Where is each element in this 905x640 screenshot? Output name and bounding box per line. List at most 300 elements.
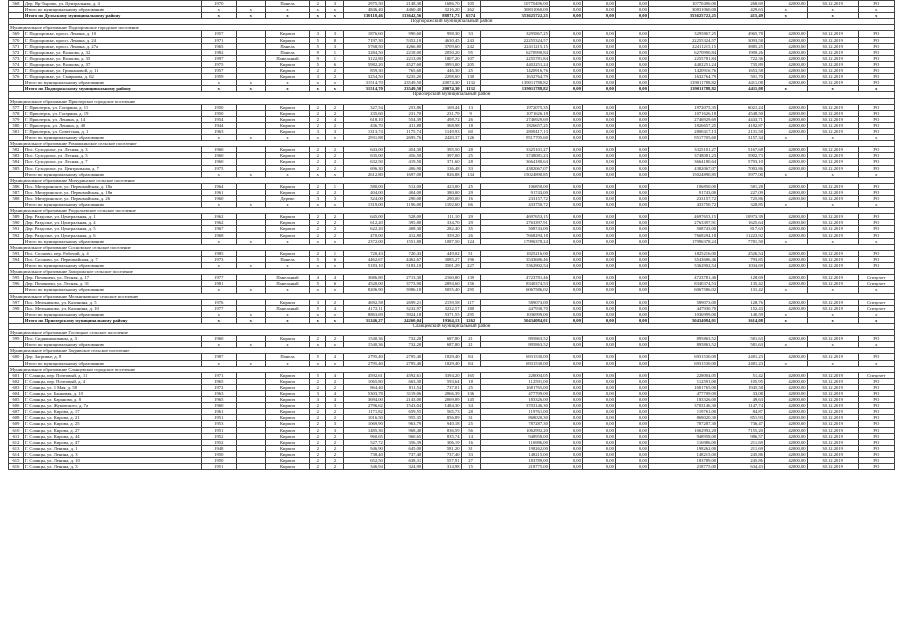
table-cell: 3501,29 — [423, 263, 461, 269]
table-cell: 84 — [461, 354, 480, 360]
table-cell: РО — [858, 439, 894, 445]
table-cell: 722,36 — [718, 55, 765, 61]
table-cell: 856,89 — [423, 415, 461, 421]
address-cell: Г. Сланцы, пер. Почтовый, д. 4 — [23, 378, 201, 384]
table-cell: Кирпич — [265, 458, 310, 464]
address-cell: Пос. Мичуринское, ул. Первомайская, д. 18в — [23, 189, 201, 195]
table-cell: Кирпич — [265, 183, 310, 189]
address-cell: Г. Приозерск, ул. Гагарина, д. 11 — [23, 104, 201, 110]
table-cell: 29 — [461, 214, 480, 220]
table-cell: 33 — [461, 165, 480, 171]
table-cell: x — [807, 360, 858, 366]
table-cell: 2746929,69 — [648, 116, 717, 122]
table-cell: 611 — [9, 433, 24, 439]
table-cell: 940,18 — [423, 421, 461, 427]
table-cell: x — [858, 135, 894, 141]
table-cell: 2 — [326, 384, 344, 390]
table-cell: 91743,00 — [648, 189, 717, 195]
table-cell: x — [764, 135, 807, 141]
table-cell: 1147,74 — [718, 403, 765, 409]
table-cell: 33 — [461, 31, 480, 37]
address-cell: Итого по муниципальному образованию — [23, 263, 201, 269]
table-cell: 508743,00 — [480, 226, 549, 232]
table-cell: 116986,00 — [480, 439, 549, 445]
table-cell: 4382067,07 — [480, 165, 549, 171]
table-cell: 1826657,25 — [480, 122, 549, 128]
table-cell: 1697,00 — [384, 171, 422, 177]
table-cell: 735,89 — [718, 61, 765, 67]
address-cell: Итого по муниципальному образованию — [23, 342, 201, 348]
table-cell: x — [764, 287, 807, 293]
table-cell: 1069,90 — [344, 421, 384, 427]
table-cell: 56 — [461, 427, 480, 433]
table-cell: 986,57 — [718, 433, 765, 439]
table-cell: x — [764, 342, 807, 348]
table-cell: 1972075,35 — [648, 104, 717, 110]
table-cell: 11223,92 — [718, 232, 765, 238]
table-cell: 732,20 — [384, 336, 422, 342]
table-cell: 1826657,25 — [648, 122, 717, 128]
table-cell: 2 — [310, 433, 326, 439]
table-cell: 4 — [326, 354, 344, 360]
address-cell: Пос. Суходолье, ул. Лесная, д. 7 — [23, 159, 201, 165]
table-cell: 1960 — [201, 403, 236, 409]
table-cell: 406,90 — [384, 165, 422, 171]
table-cell: 235,60 — [344, 110, 384, 116]
table-cell: 1319,00 — [344, 202, 384, 208]
table-cell: 0,00 — [549, 372, 582, 378]
table-cell: 614 — [9, 451, 24, 457]
table-cell: 2 — [326, 74, 344, 80]
table-cell: 0,00 — [615, 342, 648, 348]
table-cell: 148215,00 — [480, 451, 549, 457]
table-cell: 580,00 — [344, 183, 384, 189]
table-cell: 0,00 — [615, 153, 648, 159]
address-cell: Г. Подпорожье, просп. Ленина, д. 24 — [23, 37, 201, 43]
table-cell: 356,39 — [384, 439, 422, 445]
table-cell: 50434084,01 — [648, 317, 717, 323]
table-cell: 3232,97 — [384, 305, 422, 311]
table-cell: 5924,18 — [384, 311, 422, 317]
table-cell: 4402251,24 — [648, 61, 717, 67]
table-cell: 4548,50 — [718, 110, 765, 116]
table-cell: 50434084,01 — [480, 317, 549, 323]
table-cell: 26 — [461, 116, 480, 122]
table-cell: x — [764, 7, 807, 13]
table-cell: РО — [858, 122, 894, 128]
table-cell: 1963 — [201, 128, 236, 134]
table-cell: 419,50 — [384, 159, 422, 165]
table-cell: 415,49 — [718, 13, 765, 19]
table-cell: 22255324,57 — [480, 37, 549, 43]
municipality-name: Муниципальное образование Сланцевское городское поселение — [9, 366, 895, 372]
table-cell: 0,00 — [582, 171, 615, 177]
table-cell: 228004,05 — [480, 372, 549, 378]
table-cell: 30.12.2019 — [807, 220, 858, 226]
table-cell: РО — [858, 74, 894, 80]
housing-register-table — [8, 0, 895, 470]
table-cell: Кирпич — [265, 226, 310, 232]
table-cell: 615 — [9, 458, 24, 464]
table-cell: 0,00 — [615, 122, 648, 128]
table-cell: 334,70 — [423, 220, 461, 226]
table-cell: РО — [858, 116, 894, 122]
table-cell: 4723781,46 — [480, 275, 549, 281]
table-cell: 0,00 — [582, 299, 615, 305]
table-cell: 5 — [310, 281, 326, 287]
table-cell: 0,00 — [615, 311, 648, 317]
table-cell: 635,00 — [344, 153, 384, 159]
table-cell: 1071626,18 — [648, 110, 717, 116]
table-cell: 0,00 — [615, 451, 648, 457]
table-cell: 0,00 — [615, 43, 648, 49]
table-cell: 42000,00 — [764, 256, 807, 262]
table-cell: 7668294,18 — [648, 232, 717, 238]
table-cell: РО — [858, 391, 894, 397]
table-cell: 42000,00 — [764, 1, 807, 7]
table-cell: 0,00 — [582, 1, 615, 7]
table-cell: 2975,50 — [344, 1, 384, 7]
table-cell: 6021,24 — [718, 104, 765, 110]
table-cell: 306,19 — [423, 439, 461, 445]
table-cell: 5977,00 — [718, 171, 765, 177]
table-cell: x — [201, 238, 236, 244]
table-cell: 1653,58 — [718, 68, 765, 74]
district-name: Сланцевский муниципальный район — [9, 323, 895, 329]
table-cell: 42000,00 — [764, 299, 807, 305]
table-cell: 245,86 — [718, 451, 765, 457]
table-cell: 4411,08 — [718, 86, 765, 92]
table-cell: 0,00 — [615, 287, 648, 293]
table-cell: 4443,71 — [718, 116, 765, 122]
table-cell: 4402251,24 — [480, 61, 549, 67]
table-cell: x — [201, 80, 236, 86]
table-cell: 2 — [310, 214, 326, 220]
table-cell: 0,00 — [549, 116, 582, 122]
table-cell: 42000,00 — [764, 37, 807, 43]
table-cell: 2420,37 — [423, 135, 461, 141]
table-cell: РО — [858, 159, 894, 165]
table-cell: 20074,30 — [423, 80, 461, 86]
table-cell: 599 — [9, 336, 24, 342]
table-cell: 30.12.2019 — [807, 74, 858, 80]
address-cell: Итого по муниципальному образованию — [23, 80, 201, 86]
table-cell: 0,00 — [615, 299, 648, 305]
table-cell: 0,00 — [582, 238, 615, 244]
table-cell: 590 — [9, 220, 24, 226]
table-cell: 1975 — [201, 165, 236, 171]
table-cell: 0,00 — [615, 135, 648, 141]
table-cell: 15024890,85 — [648, 171, 717, 177]
table-cell: Спецсчет — [858, 281, 894, 287]
table-cell: 0,00 — [615, 171, 648, 177]
table-cell: 5055,40 — [423, 287, 461, 293]
table-cell: x — [236, 287, 265, 293]
table-cell: 0,00 — [549, 238, 582, 244]
table-cell: 0,00 — [582, 232, 615, 238]
table-cell: 571 — [9, 43, 24, 49]
address-cell: Г. Сланцы, ул. Кирова, д. 17 — [23, 409, 201, 415]
table-cell: РО — [858, 226, 894, 232]
table-cell: Кирпич — [265, 147, 310, 153]
table-cell: 0,00 — [582, 445, 615, 451]
table-cell: 0,00 — [582, 7, 615, 13]
table-cell: 1540,36 — [344, 342, 384, 348]
table-cell: 22411215,15 — [480, 43, 549, 49]
table-cell: 180 — [461, 305, 480, 311]
table-cell: 227,09 — [718, 189, 765, 195]
table-cell: 579 — [9, 116, 24, 122]
table-cell: 2 — [310, 1, 326, 7]
address-cell: Г. Сланцы, ул. 1 Мая, д. 58 — [23, 384, 201, 390]
table-cell: 1062992,20 — [648, 427, 717, 433]
table-cell: 116986,00 — [648, 439, 717, 445]
table-cell: x — [236, 80, 265, 86]
table-cell: 2 — [310, 336, 326, 342]
table-cell: 3325101,27 — [648, 147, 717, 153]
table-cell: 572 — [9, 49, 24, 55]
table-cell: 3703146,30 — [648, 403, 717, 409]
table-cell: 282,40 — [423, 226, 461, 232]
table-cell: 591 — [9, 226, 24, 232]
table-cell: 960,65 — [384, 433, 422, 439]
table-cell: 3709,60 — [423, 43, 461, 49]
table-cell: 30.12.2019 — [807, 37, 858, 43]
table-cell: 30.12.2019 — [807, 451, 858, 457]
address-cell: Пос. Сосново, пер. Рабочий, д. 4 — [23, 250, 201, 256]
table-cell: 0,00 — [549, 153, 582, 159]
table-cell: 42000,00 — [764, 49, 807, 55]
table-cell: 2 — [326, 415, 344, 421]
table-cell: 42000,00 — [764, 336, 807, 342]
table-cell: 581,20 — [423, 445, 461, 451]
table-cell: РО — [858, 263, 894, 269]
table-cell: 42000,00 — [764, 439, 807, 445]
table-cell: 6 — [326, 256, 344, 262]
address-cell: Г. Подпорожье, ул. Смирнова, д. 62 — [23, 74, 201, 80]
table-cell: 2 — [310, 122, 326, 128]
table-cell: 30.12.2019 — [807, 403, 858, 409]
table-cell: x — [265, 263, 310, 269]
table-cell: Кирпич — [265, 104, 310, 110]
table-cell: 7155,20 — [718, 427, 765, 433]
table-cell: 0,00 — [549, 189, 582, 195]
table-cell: 1976 — [201, 299, 236, 305]
table-cell: 33 — [461, 451, 480, 457]
table-cell: 25 — [461, 183, 480, 189]
table-cell: 2481,23 — [718, 360, 765, 366]
table-cell: 42000,00 — [764, 372, 807, 378]
table-cell: 1962 — [201, 214, 236, 220]
table-cell: 183789,00 — [648, 458, 717, 464]
table-cell: x — [807, 202, 858, 208]
table-cell: 1952 — [201, 433, 236, 439]
table-cell: 2 — [326, 433, 344, 439]
table-cell: 18 — [461, 122, 480, 128]
table-cell: 25 — [461, 421, 480, 427]
table-cell: 30.12.2019 — [807, 183, 858, 189]
table-cell: 0,00 — [615, 1, 648, 7]
table-cell: 0,00 — [615, 7, 648, 13]
table-cell: 9 — [461, 110, 480, 116]
table-cell: 447930,70 — [480, 305, 549, 311]
table-cell: 0,00 — [582, 13, 615, 19]
table-cell: 4 — [326, 391, 344, 397]
table-cell: 581 — [9, 128, 24, 134]
table-cell: 868020,30 — [648, 415, 717, 421]
table-cell: 1961 — [201, 409, 236, 415]
table-cell: 1961 — [201, 189, 236, 195]
table-cell: 0,00 — [615, 250, 648, 256]
table-cell: 28 — [461, 147, 480, 153]
table-cell: 4462,67 — [384, 256, 422, 262]
table-cell: 2 — [326, 122, 344, 128]
table-cell: 0,00 — [615, 37, 648, 43]
table-cell: x — [265, 238, 310, 244]
table-cell: Кирпич — [265, 427, 310, 433]
table-cell: 3295867,25 — [480, 31, 549, 37]
table-cell: 42000,00 — [764, 384, 807, 390]
table-cell: 895863,52 — [648, 342, 717, 348]
table-cell: 30831060,00 — [648, 7, 717, 13]
table-cell: Спецсчет — [858, 305, 894, 311]
table-cell: 128,76 — [718, 299, 765, 305]
table-cell: 1959 — [201, 74, 236, 80]
table-cell: 31514,70 — [344, 80, 384, 86]
table-cell: 1132 — [461, 86, 480, 92]
table-cell: 112591,00 — [480, 378, 549, 384]
table-cell: 2 — [326, 110, 344, 116]
table-cell: 587 — [9, 189, 24, 195]
table-cell: 30.12.2019 — [807, 281, 858, 287]
table-cell: Панель — [265, 354, 310, 360]
table-cell: Кирпич — [265, 433, 310, 439]
table-cell: 0,00 — [582, 226, 615, 232]
address-cell: Дер. Починичи, ул. Лесная, д. 31 — [23, 281, 201, 287]
table-cell: 0,00 — [582, 458, 615, 464]
address-cell: Г. Подпорожье, ул. Волкова, д. 35 — [23, 55, 201, 61]
table-cell: 2 — [310, 153, 326, 159]
table-cell: 0,00 — [615, 403, 648, 409]
table-cell: 0,00 — [549, 250, 582, 256]
table-cell: 1 — [326, 250, 344, 256]
table-cell: 736,47 — [718, 421, 765, 427]
table-cell: 368,98 — [423, 122, 461, 128]
table-cell: 30.12.2019 — [807, 128, 858, 134]
table-cell: 0,00 — [549, 1, 582, 7]
table-cell: 2 — [326, 439, 344, 445]
table-cell: 0,00 — [549, 464, 582, 470]
table-cell: 0,00 — [582, 451, 615, 457]
table-cell: 3 — [326, 31, 344, 37]
table-cell: 1963 — [201, 391, 236, 397]
table-cell: 1952 — [201, 439, 236, 445]
table-cell: 112591,00 — [648, 378, 717, 384]
table-cell: 4592,61 — [344, 372, 384, 378]
table-cell: Кирпич — [265, 110, 310, 116]
table-cell: 243 — [461, 37, 480, 43]
table-cell: x — [764, 311, 807, 317]
table-cell: 28 — [461, 159, 480, 165]
table-cell: 598 — [9, 305, 24, 311]
table-cell: x — [326, 317, 344, 323]
table-cell: 0,00 — [615, 391, 648, 397]
table-cell: 20074,30 — [423, 86, 461, 92]
address-cell: Дер. Яр-Тырово, ул. Центральная, д. 4 — [23, 1, 201, 7]
table-cell: x — [858, 360, 894, 366]
table-cell: РО — [858, 378, 894, 384]
table-cell: 0,00 — [582, 311, 615, 317]
table-cell: РО — [858, 80, 894, 86]
table-cell: 42000,00 — [764, 391, 807, 397]
table-cell: 454,30 — [384, 147, 422, 153]
address-cell: Дер. Загривье, д. 8 — [23, 354, 201, 360]
table-cell: 30.12.2019 — [807, 354, 858, 360]
table-cell: 0,00 — [549, 445, 582, 451]
address-cell: Г. Сланцы, ул. Жуковского, д. 7а — [23, 403, 201, 409]
table-cell: 1960 — [201, 336, 236, 342]
table-cell: 10973,39 — [718, 214, 765, 220]
table-cell: 612 — [9, 439, 24, 445]
table-cell: 4697653,15 — [480, 214, 549, 220]
table-cell: 106850,00 — [648, 183, 717, 189]
table-cell: 512,00 — [384, 183, 422, 189]
table-cell: 5 — [310, 37, 326, 43]
table-cell: 17996378,24 — [648, 238, 717, 244]
table-cell: 0,00 — [615, 464, 648, 470]
table-cell: 575 — [9, 68, 24, 74]
table-cell: 449,02 — [423, 250, 461, 256]
table-cell: x — [807, 86, 858, 92]
table-cell: 0,00 — [582, 433, 615, 439]
table-cell: 295 — [461, 287, 480, 293]
table-cell: 0,00 — [549, 317, 582, 323]
table-cell: 0,00 — [549, 378, 582, 384]
table-cell: 5982,20 — [344, 61, 384, 67]
table-cell: 0,00 — [582, 421, 615, 427]
table-cell: 290,00 — [384, 196, 422, 202]
table-cell: 1971 — [201, 37, 236, 43]
table-cell: 4965,78 — [718, 31, 765, 37]
table-cell: 42000,00 — [764, 281, 807, 287]
table-cell: 113642,56 — [384, 13, 422, 19]
table-cell: 3122,80 — [344, 55, 384, 61]
table-cell: 948958,00 — [648, 433, 717, 439]
table-cell: 198262,00 — [648, 445, 717, 451]
table-cell: x — [807, 311, 858, 317]
table-cell: 0,00 — [615, 439, 648, 445]
table-cell: 1484,30 — [423, 403, 461, 409]
table-cell: 2795,40 — [344, 354, 384, 360]
table-cell: 1420916,76 — [480, 68, 549, 74]
table-cell: 1977 — [201, 305, 236, 311]
table-cell: 1965 — [201, 43, 236, 49]
table-cell: 0,00 — [582, 464, 615, 470]
address-cell: Пос. Суходолье, ул. Лесная, д. 3 — [23, 147, 201, 153]
table-cell: 0,00 — [549, 128, 582, 134]
table-cell: 4460,40 — [384, 7, 422, 13]
table-cell: x — [326, 80, 344, 86]
table-cell: 2 — [310, 165, 326, 171]
table-cell: Кирпич — [265, 165, 310, 171]
address-cell: Г. Сланцы, ул. Банковая, д. 10 — [23, 391, 201, 397]
table-cell: 1551,80 — [384, 238, 422, 244]
table-cell: 91743,00 — [480, 189, 549, 195]
table-cell: 1909,26 — [718, 49, 765, 55]
table-cell: 652,50 — [344, 458, 384, 464]
table-cell: Кирпич — [265, 299, 310, 305]
table-cell: 570 — [9, 37, 24, 43]
